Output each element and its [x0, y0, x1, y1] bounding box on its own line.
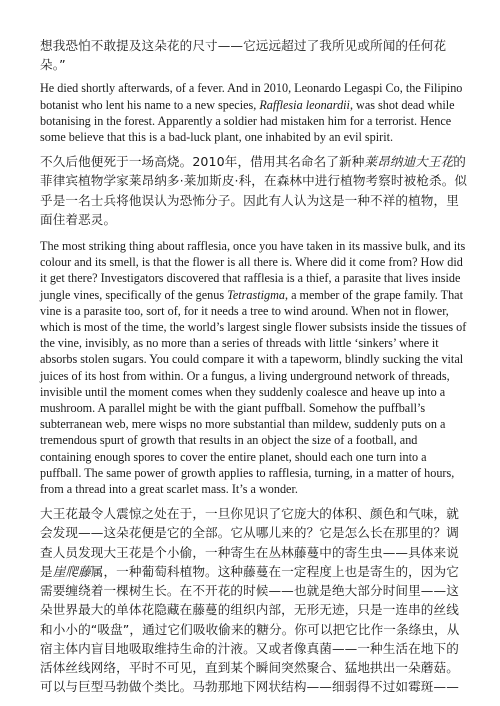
article-body	[40, 36, 470, 696]
english-paragraph-bad-luck-plant	[40, 80, 470, 145]
chinese-paragraph-flower-size	[40, 36, 470, 74]
text-run: 想我恐怕不敢提及这朵花的尺寸——它远远超过了我所见或所闻的任何花朵。”	[40, 38, 447, 73]
italic-term: Tetrastigma	[227, 287, 285, 302]
italic-term: 崖爬藤	[52, 563, 91, 579]
text-run: , was shot dead while botanising in the forest. Apparently a soldier had mistaken him for a terrorist. Hence some believe that this is a bad-luck plant, one inhabited by an evil spirit.	[40, 97, 455, 145]
text-run: 不久后他便死于一场高烧。2010年，借用其名命名了新种	[40, 154, 365, 170]
text-run: The most striking thing about rafflesia, once you have taken in its massive bulk, and its colour and its smell, is that the flower is all there is. Where did it come from? How did it get there? Investigators discovered that rafflesia is a thief, a parasite that lives inside jungle vines, specifically of the genus	[40, 239, 466, 302]
text-run: , a member of the grape family. That vine is a parasite too, sort of, for it needs a tree to wind around. When not in flower, which is most of the time, the world’s largest single flower subsists inside the tissues of the vine, invisibly, as no more than a series of threads with little ‘sinkers’ where it absorbs stolen sugars. You could compare it with a tapeworm, blindly sucking the vital juices of its host from within. Or a fungus, a living underground network of threads, invisible until the moment comes when they suddenly coalesce and heave up into a mushroom. A parallel might be with the giant puffball. Somehow the puffball’s subterranean web, mere wisps no more substantial than mildew, suddenly puts on a tremendous spurt of growth that results in an object the size of a football, and containing enough spores to cover the entire planet, should each one turn into a puffball. The same power of growth applies to rafflesia, turning, in a matter of hours, from a thread into a great scarlet mass. It’s a wonder.	[40, 287, 467, 497]
text-run: 属，一种葡萄科植物。这种藤蔓在一定程度上也是寄生的，因为它需要缠绕着一棵树生长。在不开花的时候——也就是绝大部分时间里——这朵世界最大的单体花隐藏在藤蔓的组织内部，无形无迹，只是一连串的丝线和小小的“吸盘”，通过它们吸收偷来的糖分。你可以把它比作一条绦虫，从宿主体内盲目地吸取维持生命的汁液。又或者像真菌——一种生活在地下的活体丝线网络，平时不可见，直到某个瞬间突然聚合、猛地拱出一朵蘑菇。可以与巨型马勃做个类比。马勃那地下网状结构——细弱得不过如霉斑——	[40, 563, 460, 695]
text-run: He died shortly afterwards, of a fever. And in 2010, Leonardo Legaspi Co, the Filipino botanist who lent his name to a new species,	[40, 81, 463, 112]
chinese-paragraph-rafflesia-parasite	[40, 504, 470, 696]
italic-term: Rafflesia leonardii	[259, 97, 350, 112]
text-run: 大王花最令人震惊之处在于，一旦你见识了它庞大的体积、颜色和气味，就会发现——这朵花便是它的全部。它从哪儿来的？它是怎么长在那里的？调查人员发现大王花是个小偷，一种寄生在丛林藤蔓中的寄生虫——具体来说是	[40, 506, 459, 579]
italic-term: 莱昂纳迪大王花	[364, 154, 454, 170]
text-run: 的菲律宾植物学家莱昂纳多·莱加斯皮·科，在森林中进行植物考察时被枪杀。似乎是一名士兵将他误认为恐怖分子。因此有人认为这是一种不祥的植物，里面住着恶灵。	[40, 154, 468, 227]
english-paragraph-rafflesia-parasite	[40, 238, 470, 497]
chinese-paragraph-bad-luck-plant	[40, 152, 470, 229]
